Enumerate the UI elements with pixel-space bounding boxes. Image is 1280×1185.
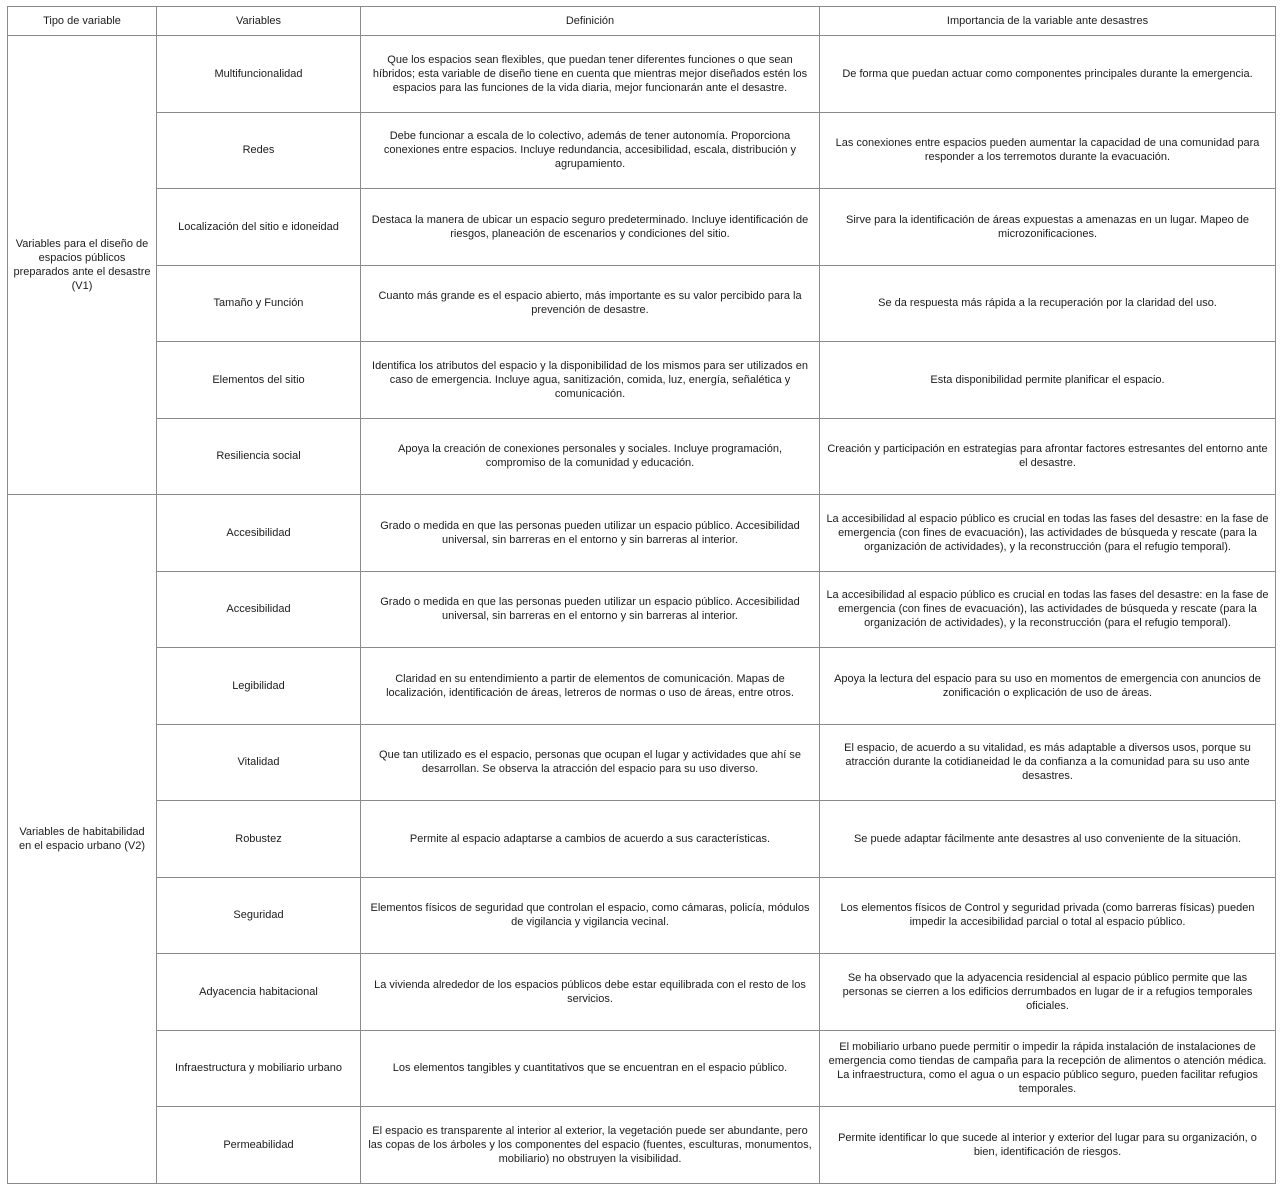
definition-cell: El espacio es transparente al interior al exterior, la vegetación puede ser abundante, pero las copas de los árboles y los componentes del espacio (fuentes, esculturas, monumentos, mobiliario) no obstruyen la visibilidad. xyxy=(361,1107,820,1184)
definition-cell: Los elementos tangibles y cuantitativos que se encuentran en el espacio público. xyxy=(361,1030,820,1107)
variable-cell: Localización del sitio e idoneidad xyxy=(157,189,361,266)
table-row xyxy=(8,342,1276,419)
variable-cell: Resiliencia social xyxy=(157,418,361,495)
table-row xyxy=(8,648,1276,725)
table-row xyxy=(8,495,1276,572)
table-body xyxy=(8,36,1276,1184)
importance-cell: La accesibilidad al espacio público es crucial en todas las fases del desastre: en la fase de emergencia (con fines de evacuación), las actividades de búsqueda y rescate (para la organización de actividades), y la reconstrucción (para el refugio temporal). xyxy=(820,571,1276,648)
definition-cell: Grado o medida en que las personas pueden utilizar un espacio público. Accesibilidad universal, sin barreras en el entorno y sin barreras al interior. xyxy=(361,495,820,572)
variable-cell: Multifuncionalidad xyxy=(157,36,361,113)
definition-cell: Que los espacios sean flexibles, que puedan tener diferentes funciones o que sean híbridos; esta variable de diseño tiene en cuenta que mientras mejor diseñados estén los espacios para las funciones de la vida diaria, mejor funcionarán ante el desastre. xyxy=(361,36,820,113)
header-row xyxy=(8,7,1276,36)
table-row xyxy=(8,418,1276,495)
variable-cell: Accesibilidad xyxy=(157,571,361,648)
definition-cell: Claridad en su entendimiento a partir de elementos de comunicación. Mapas de localización, identificación de áreas, letreros de normas o uso de áreas, entre otros. xyxy=(361,648,820,725)
importance-cell: El espacio, de acuerdo a su vitalidad, es más adaptable a diversos usos, porque su atracción durante la cotidianeidad le da confianza a la comunidad para su uso ante desastres. xyxy=(820,724,1276,801)
table-row xyxy=(8,1030,1276,1107)
importance-cell: El mobiliario urbano puede permitir o impedir la rápida instalación de instalaciones de emergencia como tiendas de campaña para la recepción de alimentos o atención médica. La infraestructura, como el agua o un espacio público seguro, pueden facilitar refugios temporales. xyxy=(820,1030,1276,1107)
group-type-v2: Variables de habitabilidad en el espacio urbano (V2) xyxy=(8,495,157,1184)
header-tipo-de-variable: Tipo de variable xyxy=(8,7,157,36)
definition-cell: Grado o medida en que las personas pueden utilizar un espacio público. Accesibilidad universal, sin barreras en el entorno y sin barreras al interior. xyxy=(361,571,820,648)
table-row xyxy=(8,112,1276,189)
variable-cell: Accesibilidad xyxy=(157,495,361,572)
importance-cell: Permite identificar lo que sucede al interior y exterior del lugar para su organización, o bien, identificación de riesgos. xyxy=(820,1107,1276,1184)
importance-cell: Esta disponibilidad permite planificar el espacio. xyxy=(820,342,1276,419)
definition-cell: Que tan utilizado es el espacio, personas que ocupan el lugar y actividades que ahí se desarrollan. Se observa la atracción del espacio para su uso diverso. xyxy=(361,724,820,801)
definition-cell: Destaca la manera de ubicar un espacio seguro predeterminado. Incluye identificación de riesgos, planeación de escenarios y condiciones del sitio. xyxy=(361,189,820,266)
variable-cell: Tamaño y Función xyxy=(157,265,361,342)
header-importancia: Importancia de la variable ante desastres xyxy=(820,7,1276,36)
variables-table xyxy=(7,6,1276,1184)
variable-cell: Vitalidad xyxy=(157,724,361,801)
table-row xyxy=(8,571,1276,648)
header-definicion: Definición xyxy=(361,7,820,36)
group-type-v1: Variables para el diseño de espacios públicos preparados ante el desastre (V1) xyxy=(8,36,157,495)
table-row xyxy=(8,877,1276,954)
variable-cell: Permeabilidad xyxy=(157,1107,361,1184)
definition-cell: Elementos físicos de seguridad que controlan el espacio, como cámaras, policía, módulos de vigilancia y vigilancia vecinal. xyxy=(361,877,820,954)
definition-cell: Identifica los atributos del espacio y la disponibilidad de los mismos para ser utilizados en caso de emergencia. Incluye agua, sanitización, comida, luz, energía, señalética y comunicación. xyxy=(361,342,820,419)
importance-cell: La accesibilidad al espacio público es crucial en todas las fases del desastre: en la fase de emergencia (con fines de evacuación), las actividades de búsqueda y rescate (para la organización de actividades), y la reconstrucción (para el refugio temporal). xyxy=(820,495,1276,572)
variable-cell: Robustez xyxy=(157,801,361,878)
variable-cell: Seguridad xyxy=(157,877,361,954)
table-row xyxy=(8,724,1276,801)
importance-cell: Se puede adaptar fácilmente ante desastres al uso conveniente de la situación. xyxy=(820,801,1276,878)
importance-cell: Se da respuesta más rápida a la recuperación por la claridad del uso. xyxy=(820,265,1276,342)
importance-cell: Apoya la lectura del espacio para su uso en momentos de emergencia con anuncios de zonificación o explicación de uso de áreas. xyxy=(820,648,1276,725)
variable-cell: Infraestructura y mobiliario urbano xyxy=(157,1030,361,1107)
definition-cell: Permite al espacio adaptarse a cambios de acuerdo a sus características. xyxy=(361,801,820,878)
header-variables: Variables xyxy=(157,7,361,36)
importance-cell: Se ha observado que la adyacencia residencial al espacio público permite que las personas se cierren a los edificios derrumbados en lugar de ir a refugios temporales oficiales. xyxy=(820,954,1276,1031)
importance-cell: Creación y participación en estrategias para afrontar factores estresantes del entorno ante el desastre. xyxy=(820,418,1276,495)
importance-cell: Sirve para la identificación de áreas expuestas a amenazas en un lugar. Mapeo de microzonificaciones. xyxy=(820,189,1276,266)
table-row xyxy=(8,36,1276,113)
importance-cell: Las conexiones entre espacios pueden aumentar la capacidad de una comunidad para responder a los terremotos durante la evacuación. xyxy=(820,112,1276,189)
variable-cell: Adyacencia habitacional xyxy=(157,954,361,1031)
importance-cell: Los elementos físicos de Control y seguridad privada (como barreras físicas) pueden impedir la accesibilidad parcial o total al espacio público. xyxy=(820,877,1276,954)
table-header xyxy=(8,7,1276,36)
definition-cell: La vivienda alrededor de los espacios públicos debe estar equilibrada con el resto de los servicios. xyxy=(361,954,820,1031)
table-row xyxy=(8,189,1276,266)
definition-cell: Debe funcionar a escala de lo colectivo, además de tener autonomía. Proporciona conexiones entre espacios. Incluye redundancia, accesibilidad, escala, distribución y agrupamiento. xyxy=(361,112,820,189)
table-row xyxy=(8,1107,1276,1184)
table-row xyxy=(8,265,1276,342)
variable-cell: Legibilidad xyxy=(157,648,361,725)
definition-cell: Apoya la creación de conexiones personales y sociales. Incluye programación, compromiso de la comunidad y educación. xyxy=(361,418,820,495)
definition-cell: Cuanto más grande es el espacio abierto, más importante es su valor percibido para la prevención de desastre. xyxy=(361,265,820,342)
table-row xyxy=(8,954,1276,1031)
table-row xyxy=(8,801,1276,878)
variable-cell: Elementos del sitio xyxy=(157,342,361,419)
variable-cell: Redes xyxy=(157,112,361,189)
importance-cell: De forma que puedan actuar como componentes principales durante la emergencia. xyxy=(820,36,1276,113)
